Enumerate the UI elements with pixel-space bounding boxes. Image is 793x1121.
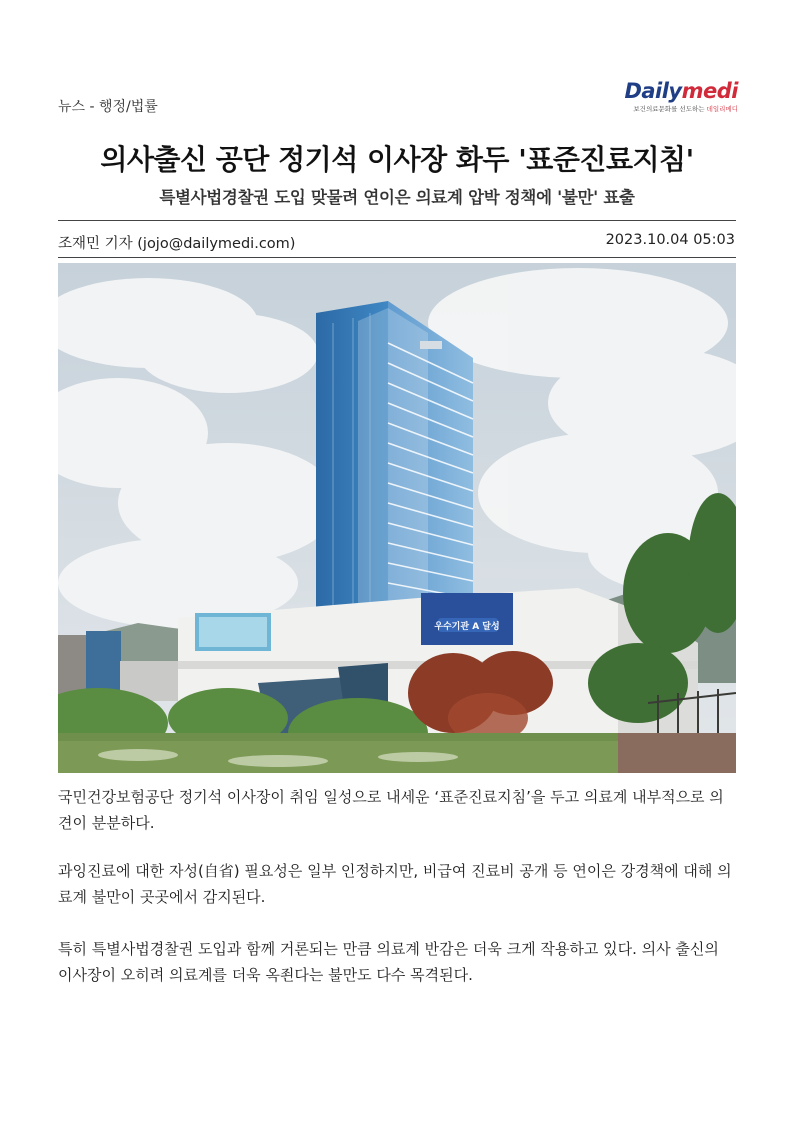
byline: 조재민 기자 (jojo@dailymedi.com) bbox=[58, 236, 296, 252]
article-paragraph: 특히 특별사법경찰권 도입과 함께 거론되는 만큼 의료계 반감은 더욱 크게 작용하고 있다. 의사 출신의 이사장이 오히려 의료계를 더욱 옥죈다는 불만도 다수 목격된다. bbox=[58, 940, 719, 984]
article-subtitle: 특별사법경찰권 도입 맞물려 연이은 의료계 압박 정책에 '불만' 표출 bbox=[159, 188, 635, 207]
publish-date: 2023.10.04 05:03 bbox=[605, 232, 735, 248]
divider-bottom bbox=[58, 257, 736, 258]
article-photo bbox=[58, 263, 736, 773]
logo-tagline: 보건의료문화를 선도하는 데일리메디 bbox=[633, 105, 738, 113]
section-breadcrumb[interactable]: 뉴스 - 행정/법률 bbox=[58, 99, 158, 115]
dailymedi-logo[interactable] bbox=[608, 80, 738, 113]
article-title: 의사출신 공단 정기석 이사장 화두 '표준진료지침' bbox=[100, 143, 694, 176]
logo-medi: medi bbox=[681, 79, 738, 103]
divider-top bbox=[58, 220, 736, 221]
logo-daily: Daily bbox=[624, 79, 682, 103]
banner-text: 우수기관 A 달성 bbox=[434, 622, 500, 632]
article-paragraph: 국민건강보험공단 정기석 이사장이 취임 일성으로 내세운 ‘표준진료지침’을 두고 의료계 내부적으로 의견이 분분하다. bbox=[58, 788, 724, 832]
article-paragraph: 과잉진료에 대한 자성(自省) 필요성은 일부 인정하지만, 비급여 진료비 공개 등 연이은 강경책에 대해 의료계 불만이 곳곳에서 감지된다. bbox=[58, 862, 732, 906]
